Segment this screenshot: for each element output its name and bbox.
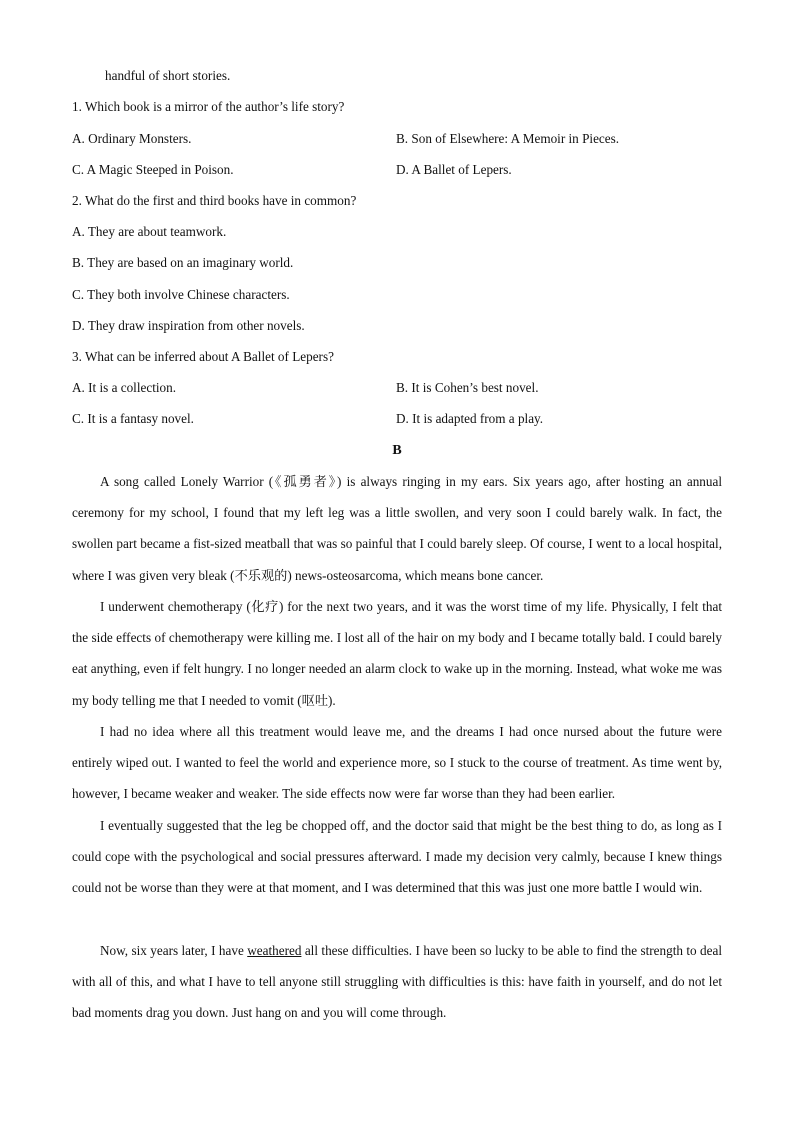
question-1-option-d: D. A Ballet of Lepers.	[396, 162, 512, 177]
question-3-option-d: D. It is adapted from a play.	[396, 411, 544, 426]
paragraph-1: A song called Lonely Warrior (《孤勇者》) is always ringing in my ears. Six years ago, after hosting an annual ceremony for my school, I found that my left leg was a little swollen, and very soon I could barely walk. In fact, the swollen part became a fist-sized meatball that was so painful that I could barely sleep. Of course, I went to a local hospital, where I was given very bleak (不乐观的) news-osteosarcoma, which means bone cancer.	[72, 474, 722, 583]
paragraph-4: I eventually suggested that the leg be chopped off, and the doctor said that might be the best thing to do, as long as I could cope with the psychological and social pressures afterward. I made my decision very calmly, because I knew things could not be worse than they were at that moment, and I was determined that this was just one more battle I would win.	[72, 818, 722, 896]
question-2-option-c: C. They both involve Chinese characters.	[72, 287, 290, 302]
question-1-option-a: A. Ordinary Monsters.	[72, 131, 192, 146]
question-1-option-b: B. Son of Elsewhere: A Memoir in Pieces.	[396, 131, 620, 146]
question-3-option-b: B. It is Cohen’s best novel.	[396, 380, 539, 395]
question-3-option-c: C. It is a fantasy novel.	[72, 411, 194, 426]
paragraph-5-text-before: Now, six years later, I have	[100, 943, 248, 958]
paragraph-5	[72, 935, 722, 1029]
question-2-option-a: A. They are about teamwork.	[72, 224, 227, 239]
paragraph-2: I underwent chemotherapy (化疗) for the next two years, and it was the worst time of my life. Physically, I felt that the side effects of chemotherapy were killing me. I lost all of the hair on my body and I became totally bald. I could barely eat anything, even if felt hungry. I no longer needed an alarm clock to wake up in the morning. Instead, what woke me was my body telling me that I needed to vomit (呕吐).	[72, 599, 722, 708]
question-3-stem: 3. What can be inferred about A Ballet of Lepers?	[72, 349, 334, 364]
underlined-word: weathered	[247, 943, 302, 958]
question-2-stem: 2. What do the first and third books have in common?	[72, 193, 357, 208]
passage-fragment: handful of short stories.	[105, 68, 231, 83]
question-2-option-b: B. They are based on an imaginary world.	[72, 255, 294, 270]
question-1-option-c: C. A Magic Steeped in Poison.	[72, 162, 234, 177]
section-b-heading: B	[392, 443, 402, 458]
question-3-option-a: A. It is a collection.	[72, 380, 177, 395]
question-2-option-d: D. They draw inspiration from other novels.	[72, 318, 305, 333]
paragraph-5-text-after: all these difficulties. I have been so lucky to be able to find the strength to deal with all of this, and what I have to tell anyone still struggling with difficulties is this: have faith in yourself, and do not let bad moments drag you down. Just hang on and you will come through.	[72, 943, 723, 1021]
paragraph-3: I had no idea where all this treatment would leave me, and the dreams I had once nursed about the future were entirely wiped out. I wanted to feel the world and experience more, so I stuck to the course of treatment. As time went by, however, I became weaker and weaker. The side effects now were far worse than they had been earlier.	[72, 724, 722, 802]
question-1-stem: 1. Which book is a mirror of the author’s life story?	[72, 99, 345, 114]
